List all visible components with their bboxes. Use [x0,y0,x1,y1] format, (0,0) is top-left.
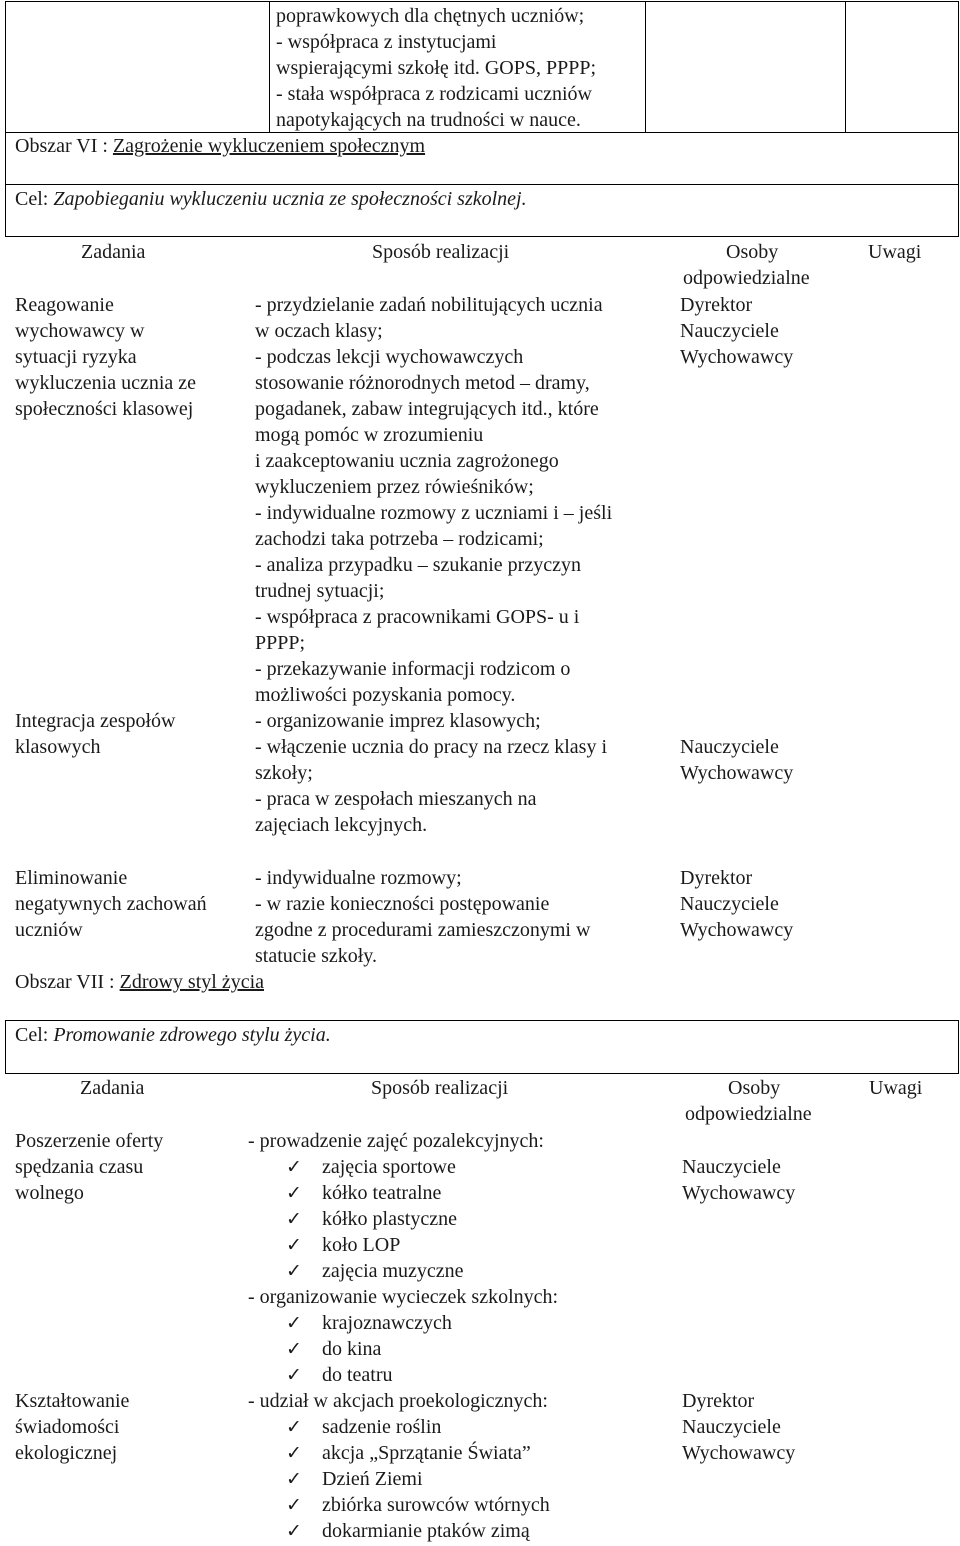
header-method: Sposób realizacji [372,241,510,263]
header-persons: Osoby [728,1077,781,1099]
top-method-cell [276,3,596,133]
task-cell [15,1388,129,1466]
person-line: Wychowawcy [682,1442,796,1464]
person-line: Wychowawcy [680,346,794,368]
text-line: - współpraca z instytucjami [276,31,497,53]
person-line: Nauczyciele [682,1156,781,1178]
table-border [845,1,846,132]
person-line: Nauczyciele [682,1416,781,1438]
task-line: Integracja zespołów [15,710,176,732]
person-line: Wychowawcy [682,1182,796,1204]
task-line: wolnego [15,1182,84,1204]
list-item-label: zbiórka surowców wtórnych [322,1494,550,1516]
text-line: - stała współpraca z rodzicami uczniów [276,83,592,105]
task-line: wykluczenia ucznia ze [15,372,197,394]
text-line: napotykających na trudności w nauce. [276,109,581,131]
method-line: mogą pomóc w zrozumieniu [255,424,484,446]
task-line: negatywnych zachowań [15,893,207,915]
method-line: - indywidualne rozmowy; [255,867,462,889]
person-line: Nauczyciele [680,736,779,758]
person-line: Nauczyciele [680,320,779,342]
check-icon: ✓ [286,1234,302,1256]
method-line: zachodzi taka potrzeba – rodzicami; [255,528,544,550]
method-line: - przydzielanie zadań nobilitujących ucznia [255,294,603,316]
task-line: Reagowanie [15,294,114,316]
check-icon: ✓ [286,1312,302,1334]
task-line: spędzania czasu [15,1156,144,1178]
list-item-label: zajęcia sportowe [322,1156,456,1178]
method-cell [248,1388,550,1544]
check-icon: ✓ [286,1364,302,1386]
person-line: Dyrektor [682,1390,755,1412]
list-item [286,1180,558,1206]
check-icon: ✓ [286,1208,302,1230]
list-item-label: zajęcia muzyczne [322,1260,464,1282]
method-line: trudnej sytuacji; [255,580,385,602]
goal-text: Promowanie zdrowego stylu życia. [53,1024,331,1046]
task-line: społeczności klasowej [15,398,194,420]
check-icon: ✓ [286,1260,302,1282]
method-line: - indywidualne rozmowy z uczniami i – jeśli [255,502,613,524]
goal-text: Zapobieganiu wykluczeniu ucznia ze społeczności szkolnej. [53,188,527,210]
task-line: wychowawcy w [15,320,145,342]
header-persons: Osoby [726,241,779,263]
table-border [5,236,959,237]
header-notes: Uwagi [868,241,922,263]
list-item [286,1258,558,1284]
task-line: klasowych [15,736,101,758]
section-title: Zagrożenie wykluczeniem społecznym [112,135,426,157]
task-line: świadomości [15,1416,120,1438]
check-icon: ✓ [286,1338,302,1360]
task-line: Kształtowanie [15,1390,130,1412]
section-title: Zdrowy styl życia [119,971,265,993]
task-line: Poszerzenie oferty [15,1130,164,1152]
method-line: - udział w akcjach proekologicznych: [248,1390,548,1412]
table-border [958,1020,959,1073]
person-line: Wychowawcy [680,919,794,941]
persons-cell [680,865,793,943]
list-item [286,1466,550,1492]
task-cell [15,292,196,422]
persons-cell [680,292,793,370]
header-persons-2: odpowiedzialne [685,1103,812,1125]
list-item-label: Dzień Ziemi [322,1468,423,1490]
list-item [286,1518,550,1544]
task-line: ekologicznej [15,1442,118,1464]
method-cell [248,1128,558,1388]
section7-heading [15,969,264,995]
check-icon: ✓ [286,1494,302,1516]
list-item-label: dokarmianie ptaków zimą [322,1520,530,1542]
method-line: - współpraca z pracownikami GOPS- u i [255,606,580,628]
method-line: - włączenie ucznia do pracy na rzecz klasy i [255,736,608,758]
section6-goal [15,186,527,212]
header-method: Sposób realizacji [371,1077,509,1099]
method-line: i zaakceptowaniu ucznia zagrożonego [255,450,559,472]
person-line: Nauczyciele [680,893,779,915]
table-border [5,1020,6,1073]
task-line: Eliminowanie [15,867,128,889]
method-line: statucie szkoły. [255,945,378,967]
table-border [5,1020,959,1021]
method-line: - prowadzenie zajęć pozalekcyjnych: [248,1130,544,1152]
check-icon: ✓ [286,1468,302,1490]
text-line: poprawkowych dla chętnych uczniów; [276,5,585,27]
list-item [286,1336,558,1362]
section-prefix: Obszar VII : [15,971,120,993]
section-prefix: Obszar VI : [15,135,113,157]
method-line: zajęciach lekcyjnych. [255,814,428,836]
persons-cell [682,1388,795,1466]
method-line: pogadanek, zabaw integrujących itd., które [255,398,599,420]
header-notes: Uwagi [869,1077,923,1099]
section7-goal [15,1022,331,1048]
header-tasks: Zadania [81,241,146,263]
method-line: - analiza przypadku – szukanie przyczyn [255,554,581,576]
persons-cell [682,1154,795,1206]
table-border [5,1,6,236]
method-line: - podczas lekcji wychowawczych [255,346,524,368]
method-line: zgodne z procedurami zamieszczonymi w [255,919,591,941]
list-item-label: kółko plastyczne [322,1208,457,1230]
list-item-label: krajoznawczych [322,1312,452,1334]
list-item-label: do kina [322,1338,382,1360]
header-persons-2: odpowiedzialne [683,267,810,289]
method-line: wykluczeniem przez rówieśników; [255,476,534,498]
persons-cell [680,734,793,786]
method-cell [255,292,612,708]
person-line: Wychowawcy [680,762,794,784]
check-icon: ✓ [286,1156,302,1178]
method-cell [255,865,590,969]
method-line: - przekazywanie informacji rodzicom o [255,658,571,680]
method-line: możliwości pozyskania pomocy. [255,684,516,706]
method-line: - organizowanie wycieczek szkolnych: [248,1286,559,1308]
list-item-label: akcja „Sprzątanie Świata” [322,1442,531,1464]
section6-heading [15,133,425,159]
method-line: PPPP; [255,632,306,654]
table-border [269,1,270,132]
list-item [286,1440,550,1466]
person-line: Dyrektor [680,294,753,316]
check-icon: ✓ [286,1416,302,1438]
table-border [5,1073,959,1074]
list-item-label: sadzenie roślin [322,1416,442,1438]
table-border [5,1,959,2]
check-icon: ✓ [286,1182,302,1204]
task-cell [15,865,207,943]
list-item [286,1232,558,1258]
list-item-label: kółko teatralne [322,1182,442,1204]
person-line: Dyrektor [680,867,753,889]
task-line: sytuacji ryzyka [15,346,137,368]
method-line: w oczach klasy; [255,320,383,342]
check-icon: ✓ [286,1442,302,1464]
table-border [958,1,959,236]
method-line: szkoły; [255,762,313,784]
list-item [286,1310,558,1336]
method-line: - w razie konieczności postępowanie [255,893,550,915]
goal-label: Cel: [15,188,54,210]
method-line: - organizowanie imprez klasowych; [255,710,541,732]
task-cell [15,1128,163,1206]
list-item [286,1362,558,1388]
table-border [645,1,646,132]
list-item [286,1206,558,1232]
list-item-label: do teatru [322,1364,393,1386]
text-line: wspierającymi szkołę itd. GOPS, PPPP; [276,57,597,79]
method-line: stosowanie różnorodnych metod – dramy, [255,372,590,394]
list-item [286,1414,550,1440]
task-cell [15,708,175,760]
list-item [286,1492,550,1518]
goal-label: Cel: [15,1024,54,1046]
method-cell [255,708,607,838]
list-item-label: koło LOP [322,1234,401,1256]
table-border [5,184,959,185]
check-icon: ✓ [286,1520,302,1542]
method-line: - praca w zespołach mieszanych na [255,788,537,810]
header-tasks: Zadania [80,1077,145,1099]
list-item [286,1154,558,1180]
task-line: uczniów [15,919,83,941]
